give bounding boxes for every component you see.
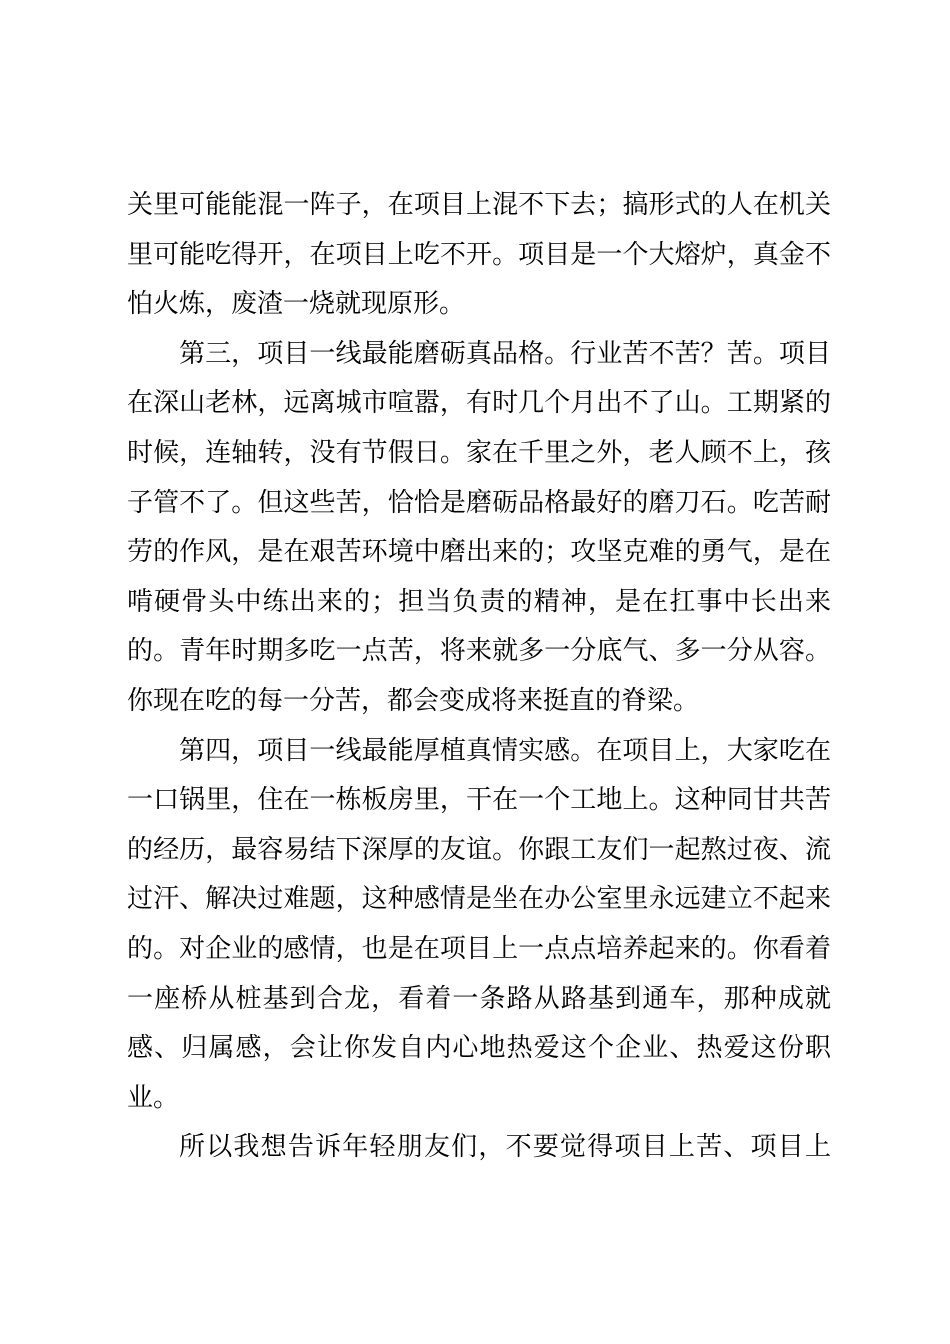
text-line: 第四，项目一线最能厚植真情实感。在项目上，大家吃在 [179, 735, 831, 766]
document-page [127, 181, 831, 1173]
text-line: 的经历，最容易结下深厚的友谊。你跟工友们一起熬过夜、流 [127, 834, 831, 865]
text-line: 时候，连轴转，没有节假日。家在千里之外，老人顾不上，孩 [127, 437, 831, 468]
paragraph-third-point [127, 330, 831, 727]
text-line: 的。对企业的感情，也是在项目上一点点培养起来的。你看着 [127, 933, 831, 964]
text-line: 怕火炼，废渣一烧就现原形。 [127, 289, 466, 320]
text-line: 第三，项目一线最能磨砺真品格。行业苦不苦？苦。项目 [179, 338, 831, 369]
text-line: 感、归属感，会让你发自内心地热爱这个企业、热爱这份职 [127, 1033, 831, 1064]
text-line: 里可能吃得开，在项目上吃不开。项目是一个大熔炉，真金不 [127, 239, 831, 270]
text-line: 一座桥从桩基到合龙，看着一条路从路基到通车，那种成就 [127, 983, 831, 1014]
text-line: 劳的作风，是在艰苦环境中磨出来的；攻坚克难的勇气，是在 [127, 537, 831, 568]
text-line: 在深山老林，远离城市喧嚣，有时几个月出不了山。工期紧的 [127, 388, 831, 419]
text-line: 过汗、解决过难题，这种感情是坐在办公室里永远建立不起来 [127, 884, 831, 915]
text-line: 所以我想告诉年轻朋友们，不要觉得项目上苦、项目上 [179, 1132, 831, 1163]
text-line: 啃硬骨头中练出来的；担当负责的精神，是在扛事中长出来 [127, 586, 831, 617]
text-line: 关里可能能混一阵子，在项目上混不下去；搞形式的人在机关 [127, 190, 831, 220]
text-line: 业。 [127, 1082, 180, 1113]
text-line: 子管不了。但这些苦，恰恰是磨砺品格最好的磨刀石。吃苦耐 [127, 487, 831, 518]
text-line: 一口锅里，住在一栋板房里，干在一个工地上。这种同甘共苦 [127, 785, 831, 816]
text-line: 你现在吃的每一分苦，都会变成将来挺直的脊梁。 [127, 685, 700, 716]
paragraph-continued [127, 181, 831, 330]
paragraph-conclusion [127, 1123, 831, 1173]
paragraph-fourth-point [127, 727, 831, 1124]
text-line: 的。青年时期多吃一点苦，将来就多一分底气、多一分从容。 [127, 636, 831, 667]
